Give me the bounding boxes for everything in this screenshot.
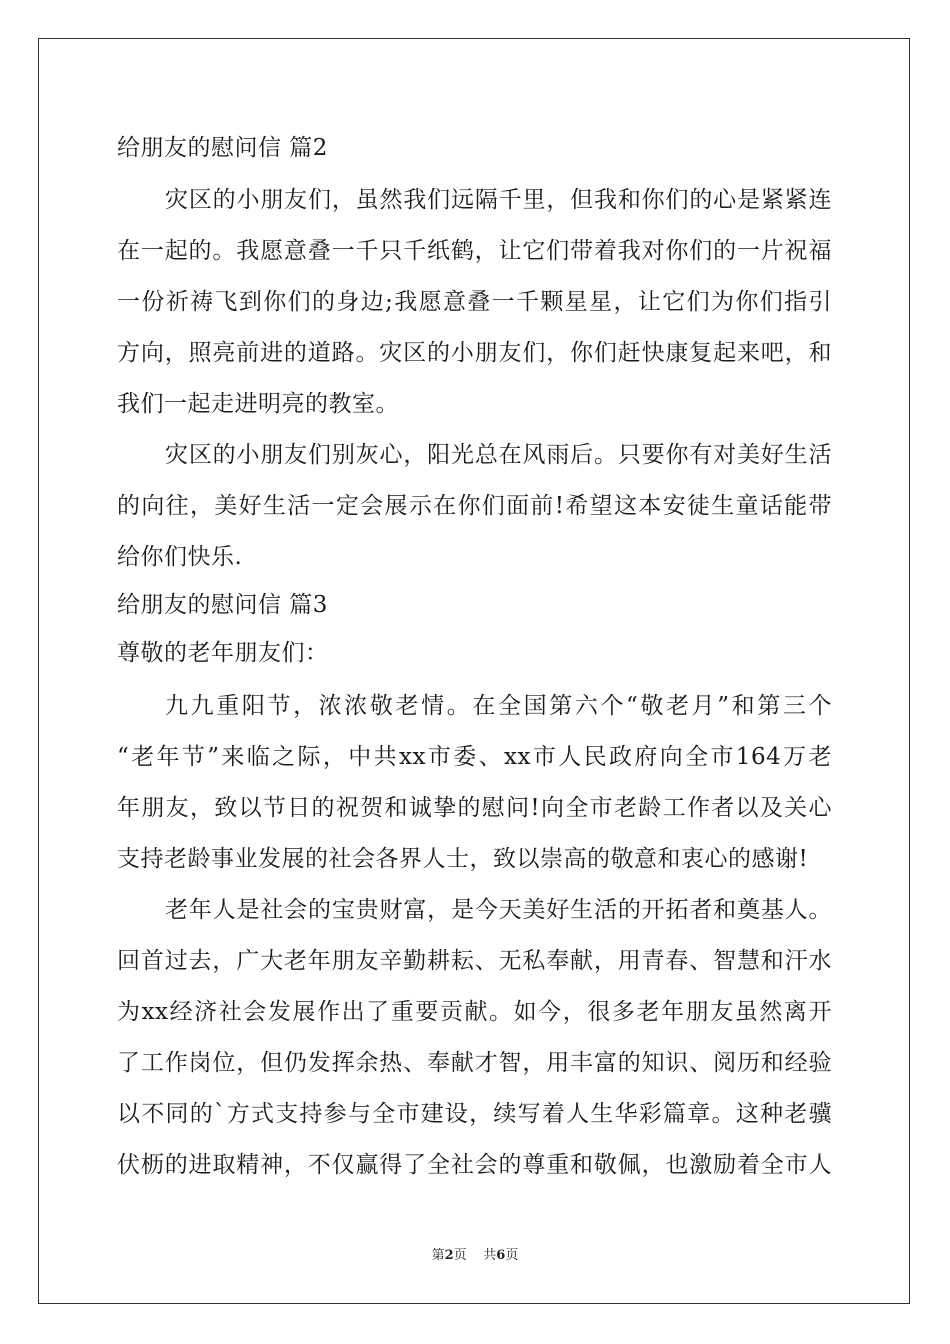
- paragraph-line: 以不同的`方式支持参与全市建设，续写着人生华彩篇章。这种老骥: [117, 1101, 832, 1127]
- section-heading-2: 给朋友的慰问信 篇2: [117, 135, 328, 161]
- paragraph-line: 伏枥的进取精神，不仅赢得了全社会的尊重和敬佩，也激励着全市人: [117, 1152, 832, 1178]
- paragraph-line: 支持老龄事业发展的社会各界人士，致以崇高的敬意和衷心的感谢!: [117, 846, 809, 872]
- paragraph-line: 给你们快乐.: [117, 544, 243, 570]
- paragraph-line: 回首过去，广大老年朋友辛勤耕耘、无私奉献，用青春、智慧和汗水: [117, 948, 832, 974]
- salutation: 尊敬的老年朋友们：: [117, 640, 329, 666]
- paragraph-line: 一份祈祷飞到你们的身边;我愿意叠一千颗星星，让它们为你们指引: [117, 289, 832, 315]
- paragraph-line: 方向，照亮前进的道路。灾区的小朋友们，你们赶快康复起来吧，和: [117, 340, 832, 366]
- paragraph-line: 年朋友，致以节日的祝贺和诚挚的慰问!向全市老龄工作者以及关心: [117, 795, 832, 821]
- paragraph-line: “老年节”来临之际，中共xx市委、xx市人民政府向全市164万老: [117, 744, 832, 770]
- page-footer: [0, 1247, 950, 1265]
- paragraph-line: 灾区的小朋友们别灰心，阳光总在风雨后。只要你有对美好生活: [165, 442, 832, 468]
- paragraph-line: 九九重阳节，浓浓敬老情。在全国第六个“敬老月”和第三个: [165, 693, 832, 719]
- paragraph-line: 老年人是社会的宝贵财富，是今天美好生活的开拓者和奠基人。: [165, 897, 832, 923]
- paragraph-line: 了工作岗位，但仍发挥余热、奉献才智，用丰富的知识、阅历和经验: [117, 1050, 832, 1076]
- total-pages: 共6页: [483, 1248, 519, 1263]
- page-number: 第2页: [431, 1248, 467, 1263]
- section-heading-3: 给朋友的慰问信 篇3: [117, 592, 328, 618]
- paragraph-line: 的向往，美好生活一定会展示在你们面前!希望这本安徒生童话能带: [117, 493, 832, 519]
- paragraph-line: 我们一起走进明亮的教室。: [117, 391, 399, 417]
- paragraph-line: 灾区的小朋友们，虽然我们远隔千里，但我和你们的心是紧紧连: [165, 187, 832, 213]
- paragraph-line: 在一起的。我愿意叠一千只千纸鹤，让它们带着我对你们的一片祝福: [117, 238, 832, 264]
- paragraph-line: 为xx经济社会发展作出了重要贡献。如今，很多老年朋友虽然离开: [117, 999, 832, 1025]
